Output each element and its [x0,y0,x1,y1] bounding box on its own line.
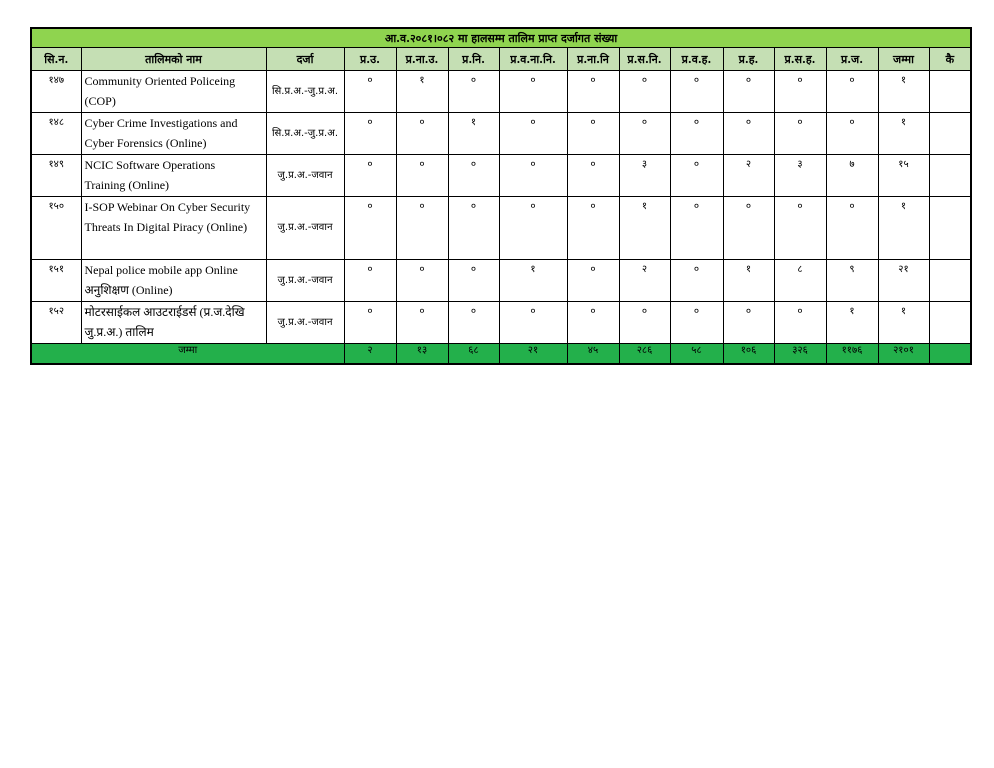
row-value: ० [396,113,448,155]
total-value: ५८ [670,344,723,365]
row-value: ० [723,113,774,155]
header-pra-va-na-ni: प्र.व.ना.नि. [499,48,567,71]
name-line: अनुशिक्षण (Online) [84,283,173,297]
total-value: ४५ [567,344,619,365]
row-rank: सि.प्र.अ.-जु.प्र.अ. [266,113,344,155]
row-value: ० [499,113,567,155]
row-value: ० [567,260,619,302]
row-value: १ [448,113,499,155]
row-rank: जु.प्र.अ.-जवान [266,260,344,302]
header-pra-na-u: प्र.ना.उ. [396,48,448,71]
header-total: जम्मा [878,48,929,71]
row-value: १ [619,197,670,260]
row-value: ९ [826,260,878,302]
table-title: आ.व.२०८१।०८२ मा हालसम्म तालिम प्राप्त दर्जागत संख्या [31,28,971,48]
row-rank: जु.प्र.अ.-जवान [266,197,344,260]
row-remarks [929,71,971,113]
row-value: ० [723,71,774,113]
total-value: २१ [499,344,567,365]
row-value: ० [344,71,396,113]
row-value: ० [396,155,448,197]
table-row [31,302,971,344]
row-training-name [81,302,266,344]
header-pra-ja: प्र.ज. [826,48,878,71]
row-training-name [81,155,266,197]
row-value: ० [670,71,723,113]
row-value: ० [723,197,774,260]
row-value: ७ [826,155,878,197]
row-serial: १५१ [31,260,81,302]
row-training-name [81,260,266,302]
row-value: ० [448,71,499,113]
table-title-row [31,28,971,48]
name-line: I-SOP Webinar On Cyber Security [84,200,251,214]
row-rank: सि.प्र.अ.-जु.प्र.अ. [266,71,344,113]
row-value: १ [723,260,774,302]
name-line: Cyber Forensics (Online) [84,136,207,150]
row-value: ० [448,155,499,197]
row-value: ० [567,155,619,197]
row-training-name [81,197,266,260]
row-total: २१ [878,260,929,302]
table-row [31,113,971,155]
row-value: ० [344,302,396,344]
row-total: १५ [878,155,929,197]
row-value: ० [826,197,878,260]
table-row [31,71,971,113]
table-row [31,260,971,302]
row-remarks [929,155,971,197]
row-total: १ [878,113,929,155]
row-remarks [929,197,971,260]
row-value: ० [448,302,499,344]
row-value: २ [619,260,670,302]
row-value: ० [670,260,723,302]
row-value: ० [448,197,499,260]
row-value: ० [670,302,723,344]
row-value: ० [344,260,396,302]
total-value: १३ [396,344,448,365]
row-value: ० [499,71,567,113]
table-row [31,197,971,260]
row-value: ० [774,302,826,344]
row-remarks [929,260,971,302]
row-value: ० [567,71,619,113]
name-line: (COP) [84,94,116,108]
row-value: ० [670,197,723,260]
row-value: ८ [774,260,826,302]
row-value: ० [670,155,723,197]
row-serial: १५० [31,197,81,260]
row-total: १ [878,71,929,113]
row-value: ० [723,302,774,344]
row-serial: १४७ [31,71,81,113]
row-rank: जु.प्र.अ.-जवान [266,155,344,197]
row-total: १ [878,197,929,260]
row-value: ० [344,155,396,197]
total-remarks [929,344,971,365]
row-value: ० [774,71,826,113]
header-rank: दर्जा [266,48,344,71]
row-training-name [81,113,266,155]
row-value: १ [499,260,567,302]
header-pra-ni: प्र.नि. [448,48,499,71]
name-line: जु.प्र.अ.) तालिम [84,325,154,339]
header-pra-na-ni: प्र.ना.नि [567,48,619,71]
table-header-row [31,48,971,71]
row-value: ० [448,260,499,302]
row-remarks [929,113,971,155]
header-pra-sa-ha: प्र.स.ह. [774,48,826,71]
grand-total: २१०१ [878,344,929,365]
row-value: ० [619,113,670,155]
total-value: ११७६ [826,344,878,365]
header-pra-ha: प्र.ह. [723,48,774,71]
row-value: ० [499,155,567,197]
row-value: १ [396,71,448,113]
total-label: जम्मा [31,344,344,365]
row-value: ० [826,71,878,113]
row-remarks [929,302,971,344]
header-remarks: कै [929,48,971,71]
row-value: ० [619,71,670,113]
row-value: १ [826,302,878,344]
row-value: २ [723,155,774,197]
name-line: मोटरसाईकल आउटराईडर्स (प्र.ज.देखि [84,305,245,319]
row-value: ३ [774,155,826,197]
training-table [30,27,972,365]
row-value: ० [344,197,396,260]
row-total: १ [878,302,929,344]
row-value: ० [567,113,619,155]
row-value: ० [774,197,826,260]
row-training-name [81,71,266,113]
row-value: ० [344,113,396,155]
row-rank: जु.प्र.अ.-जवान [266,302,344,344]
row-value: ० [396,197,448,260]
total-row [31,344,971,365]
row-value: ० [499,302,567,344]
header-training-name: तालिमको नाम [81,48,266,71]
total-value: ३२६ [774,344,826,365]
row-value: ० [670,113,723,155]
row-serial: १४८ [31,113,81,155]
header-serial: सि.न. [31,48,81,71]
row-value: ० [619,302,670,344]
row-value: ० [499,197,567,260]
row-value: ० [396,260,448,302]
row-value: ० [774,113,826,155]
row-value: ० [396,302,448,344]
name-line: NCIC Software Operations [84,158,216,172]
row-value: ० [826,113,878,155]
name-line: Threats In Digital Piracy (Online) [84,220,248,234]
total-value: ६८ [448,344,499,365]
header-pra-u: प्र.उ. [344,48,396,71]
name-line: Nepal police mobile app Online [84,263,238,277]
total-value: १०६ [723,344,774,365]
total-value: २८६ [619,344,670,365]
total-value: २ [344,344,396,365]
row-serial: १५२ [31,302,81,344]
name-line: Community Oriented Policeing [84,74,236,88]
name-line: Training (Online) [84,178,170,192]
name-line: Cyber Crime Investigations and [84,116,238,130]
table-row [31,155,971,197]
header-pra-va-ha: प्र.व.ह. [670,48,723,71]
row-value: ० [567,197,619,260]
header-pra-sa-ni: प्र.स.नि. [619,48,670,71]
row-value: ० [567,302,619,344]
row-serial: १४९ [31,155,81,197]
row-value: ३ [619,155,670,197]
